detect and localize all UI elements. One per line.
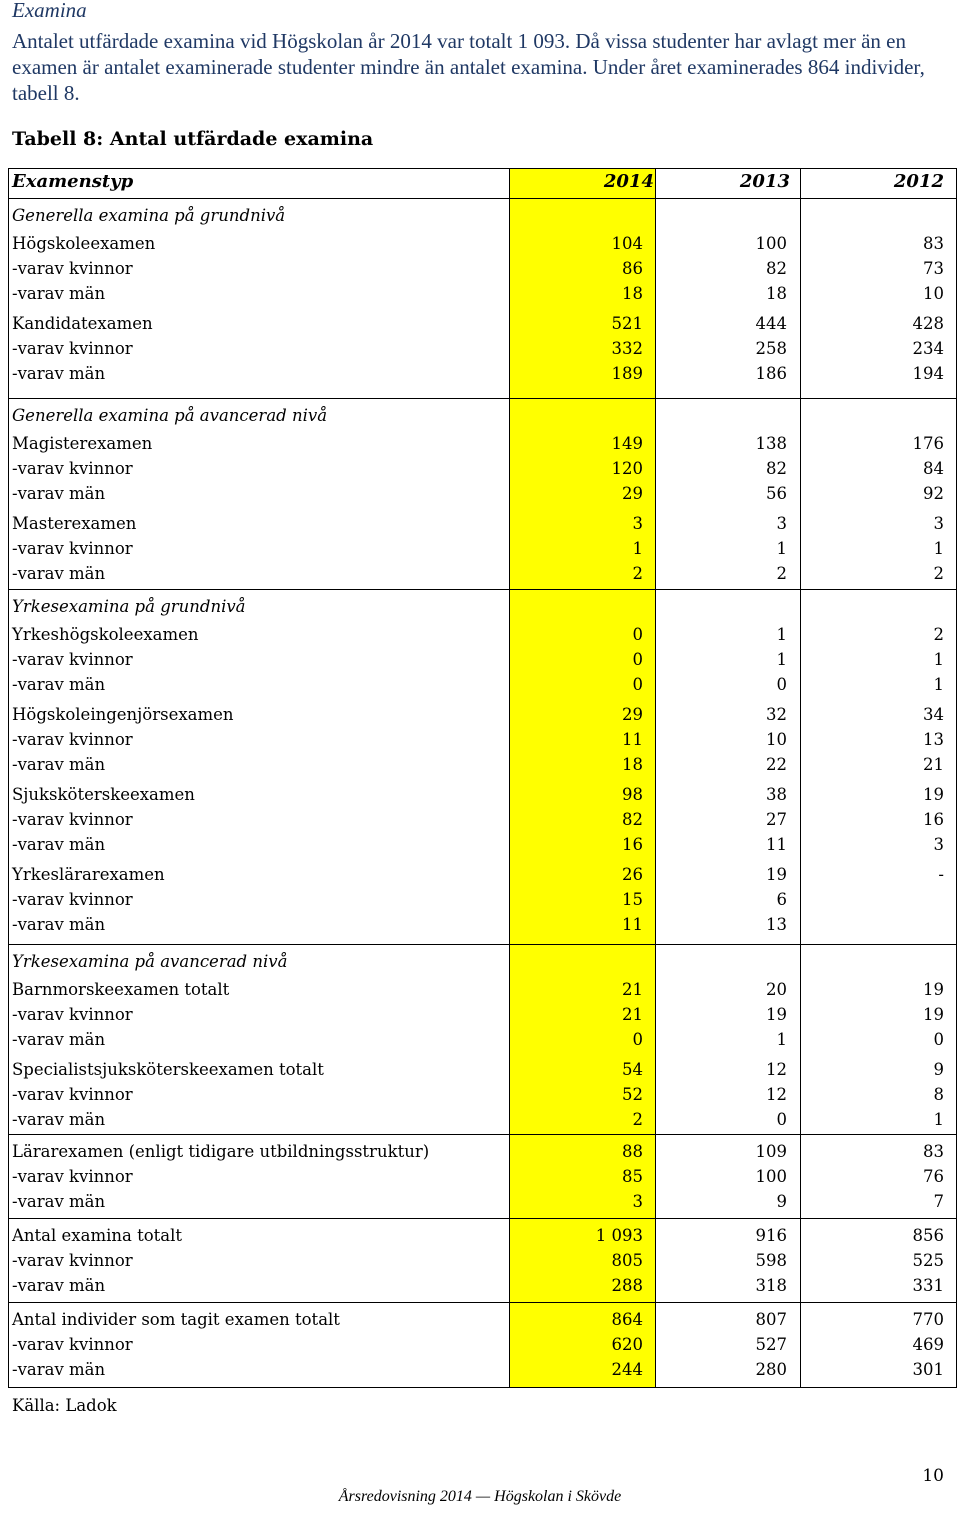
section-title: Generella examina på avancerad nivå	[12, 406, 328, 425]
value-2013: 18	[766, 284, 787, 303]
column-rule	[800, 168, 801, 1388]
exam-type-label: Högskoleexamen	[12, 234, 156, 253]
value-2012: 21	[923, 755, 944, 774]
value-2012: 7	[933, 1192, 944, 1211]
value-2014: 29	[622, 705, 643, 724]
value-2014: 620	[611, 1335, 643, 1354]
subgroup-label: -varav kvinnor	[12, 650, 133, 669]
value-2012: 19	[923, 980, 944, 999]
value-2014: 98	[622, 785, 643, 804]
value-2012: 2	[933, 625, 944, 644]
section-title: Yrkesexamina på avancerad nivå	[12, 952, 288, 971]
value-2013: 3	[776, 514, 787, 533]
column-rule	[8, 168, 9, 1388]
header-bottom-rule	[8, 198, 956, 199]
value-2013: 32	[766, 705, 787, 724]
intro-paragraph: Antalet utfärdade examina vid Högskolan år 2014 var totalt 1 093. Då vissa studenter har avlagt mer än en examen är antalet examinerade studenter mindre än antalet examina. Under året examinerades 864 individer, tabell 8.	[12, 29, 925, 105]
value-2014: 11	[622, 730, 643, 749]
subgroup-label: -varav män	[12, 675, 106, 694]
value-2012: 92	[923, 484, 944, 503]
value-2012: 3	[933, 835, 944, 854]
value-2013: 318	[755, 1276, 787, 1295]
page-footer: Årsredovisning 2014 — Högskolan i Skövde	[338, 1488, 622, 1505]
value-2012: -	[938, 865, 944, 884]
value-2012: 19	[923, 1005, 944, 1024]
value-2014: 21	[622, 980, 643, 999]
subgroup-label: -varav män	[12, 755, 106, 774]
value-2013: 38	[766, 785, 787, 804]
subgroup-label: -varav kvinnor	[12, 890, 133, 909]
section-rule	[8, 398, 956, 399]
value-2012: 1	[933, 1110, 944, 1129]
value-2012: 301	[912, 1360, 944, 1379]
exam-type-label: Yrkeshögskoleexamen	[12, 625, 199, 644]
subgroup-label: -varav kvinnor	[12, 730, 133, 749]
column-rule	[655, 168, 656, 1388]
value-2013: 280	[755, 1360, 787, 1379]
subgroup-label: -varav män	[12, 1360, 106, 1379]
value-2012: 34	[923, 705, 944, 724]
value-2013: 13	[766, 915, 787, 934]
value-2014: 244	[611, 1360, 643, 1379]
exam-type-label: Kandidatexamen	[12, 314, 153, 333]
subgroup-label: -varav kvinnor	[12, 1085, 133, 1104]
value-2012: 234	[912, 339, 944, 358]
value-2012: 770	[912, 1310, 944, 1329]
section-rule	[8, 589, 956, 590]
subgroup-label: -varav män	[12, 1110, 106, 1129]
value-2013: 598	[755, 1251, 787, 1270]
value-2012: 331	[912, 1276, 944, 1295]
header-2014: 2014	[603, 171, 654, 192]
value-2013: 11	[766, 835, 787, 854]
value-2013: 0	[776, 675, 787, 694]
section-rule	[8, 1302, 956, 1303]
value-2013: 916	[755, 1226, 787, 1245]
value-2012: 1	[933, 539, 944, 558]
subgroup-label: -varav kvinnor	[12, 1167, 133, 1186]
subgroup-label: -varav kvinnor	[12, 459, 133, 478]
value-2013: 100	[755, 1167, 787, 1186]
table-caption: Tabell 8: Antal utfärdade examina	[12, 128, 374, 150]
value-2012: 176	[912, 434, 944, 453]
value-2013: 82	[766, 259, 787, 278]
value-2014: 2	[632, 564, 643, 583]
value-2014: 16	[622, 835, 643, 854]
value-2014: 85	[622, 1167, 643, 1186]
value-2012: 19	[923, 785, 944, 804]
value-2014: 18	[622, 755, 643, 774]
value-2014: 120	[611, 459, 643, 478]
value-2013: 19	[766, 1005, 787, 1024]
value-2014: 3	[632, 514, 643, 533]
value-2013: 444	[755, 314, 787, 333]
exam-type-label: Lärarexamen (enligt tidigare utbildningsstruktur)	[12, 1142, 430, 1161]
value-2014: 0	[632, 1030, 643, 1049]
value-2014: 21	[622, 1005, 643, 1024]
value-2014: 29	[622, 484, 643, 503]
exam-type-label: Magisterexamen	[12, 434, 153, 453]
value-2014: 1 093	[595, 1226, 643, 1245]
value-2013: 1	[776, 625, 787, 644]
value-2013: 22	[766, 755, 787, 774]
value-2012: 83	[923, 234, 944, 253]
value-2014: 104	[611, 234, 643, 253]
value-2013: 1	[776, 650, 787, 669]
value-2013: 10	[766, 730, 787, 749]
subgroup-label: -varav kvinnor	[12, 259, 133, 278]
value-2013: 807	[755, 1310, 787, 1329]
value-2013: 100	[755, 234, 787, 253]
value-2014: 805	[611, 1251, 643, 1270]
subgroup-label: -varav kvinnor	[12, 1005, 133, 1024]
value-2014: 52	[622, 1085, 643, 1104]
value-2012: 525	[912, 1251, 944, 1270]
header-2013: 2013	[739, 171, 790, 192]
value-2012: 1	[933, 675, 944, 694]
exam-type-label: Masterexamen	[12, 514, 137, 533]
table-bottom-rule	[8, 1387, 956, 1388]
exam-type-label: Specialistsjuksköterskeexamen totalt	[12, 1060, 324, 1079]
value-2014: 2	[632, 1110, 643, 1129]
value-2014: 521	[611, 314, 643, 333]
value-2013: 20	[766, 980, 787, 999]
value-2012: 8	[933, 1085, 944, 1104]
value-2013: 12	[766, 1085, 787, 1104]
value-2014: 3	[632, 1192, 643, 1211]
subgroup-label: -varav kvinnor	[12, 1335, 133, 1354]
value-2013: 138	[755, 434, 787, 453]
value-2012: 9	[933, 1060, 944, 1079]
subgroup-label: -varav kvinnor	[12, 339, 133, 358]
value-2014: 86	[622, 259, 643, 278]
value-2013: 82	[766, 459, 787, 478]
value-2014: 0	[632, 650, 643, 669]
value-2013: 1	[776, 539, 787, 558]
exam-type-label: Sjuksköterskeexamen	[12, 785, 195, 804]
value-2012: 16	[923, 810, 944, 829]
value-2013: 19	[766, 865, 787, 884]
column-rule	[956, 168, 957, 1388]
value-2013: 0	[776, 1110, 787, 1129]
value-2014: 15	[622, 890, 643, 909]
subgroup-label: -varav män	[12, 364, 106, 383]
value-2013: 527	[755, 1335, 787, 1354]
section-rule	[8, 1134, 956, 1135]
value-2012: 856	[912, 1226, 944, 1245]
section-heading: Examina	[12, 0, 87, 22]
section-rule	[8, 1218, 956, 1219]
value-2014: 54	[622, 1060, 643, 1079]
section-title: Yrkesexamina på grundnivå	[12, 597, 246, 616]
value-2012: 428	[912, 314, 944, 333]
value-2013: 12	[766, 1060, 787, 1079]
value-2013: 1	[776, 1030, 787, 1049]
value-2013: 6	[776, 890, 787, 909]
subgroup-label: -varav män	[12, 484, 106, 503]
value-2013: 56	[766, 484, 787, 503]
value-2012: 0	[933, 1030, 944, 1049]
value-2014: 88	[622, 1142, 643, 1161]
page-number: 10	[922, 1466, 944, 1486]
subgroup-label: -varav män	[12, 915, 106, 934]
value-2013: 186	[755, 364, 787, 383]
subgroup-label: -varav kvinnor	[12, 810, 133, 829]
value-2014: 189	[611, 364, 643, 383]
value-2014: 288	[611, 1276, 643, 1295]
subgroup-label: -varav män	[12, 835, 106, 854]
value-2012: 84	[923, 459, 944, 478]
value-2014: 82	[622, 810, 643, 829]
section-rule	[8, 944, 956, 945]
value-2012: 13	[923, 730, 944, 749]
value-2012: 469	[912, 1335, 944, 1354]
subgroup-label: -varav kvinnor	[12, 539, 133, 558]
section-title: Generella examina på grundnivå	[12, 206, 286, 225]
value-2014: 0	[632, 625, 643, 644]
value-2012: 76	[923, 1167, 944, 1186]
exam-type-label: Antal examina totalt	[12, 1226, 183, 1245]
header-label: Examenstyp	[12, 171, 134, 192]
table-top-rule	[8, 168, 956, 169]
value-2014: 332	[611, 339, 643, 358]
value-2013: 27	[766, 810, 787, 829]
subgroup-label: -varav kvinnor	[12, 1251, 133, 1270]
value-2013: 9	[776, 1192, 787, 1211]
value-2014: 18	[622, 284, 643, 303]
value-2014: 149	[611, 434, 643, 453]
value-2013: 2	[776, 564, 787, 583]
header-2012: 2012	[893, 171, 944, 192]
source-note: Källa: Ladok	[12, 1396, 117, 1415]
exam-type-label: Barnmorskeexamen totalt	[12, 980, 230, 999]
value-2013: 109	[755, 1142, 787, 1161]
exam-type-label: Yrkeslärarexamen	[12, 865, 165, 884]
value-2012: 3	[933, 514, 944, 533]
column-rule	[509, 168, 510, 1388]
exam-type-label: Högskoleingenjörsexamen	[12, 705, 234, 724]
value-2013: 258	[755, 339, 787, 358]
exam-type-label: Antal individer som tagit examen totalt	[12, 1310, 340, 1329]
value-2012: 1	[933, 650, 944, 669]
subgroup-label: -varav män	[12, 1276, 106, 1295]
value-2012: 83	[923, 1142, 944, 1161]
value-2014: 1	[632, 539, 643, 558]
value-2014: 26	[622, 865, 643, 884]
subgroup-label: -varav män	[12, 1192, 106, 1211]
subgroup-label: -varav män	[12, 1030, 106, 1049]
subgroup-label: -varav män	[12, 564, 106, 583]
value-2012: 73	[923, 259, 944, 278]
value-2012: 2	[933, 564, 944, 583]
value-2012: 194	[912, 364, 944, 383]
value-2014: 11	[622, 915, 643, 934]
value-2014: 0	[632, 675, 643, 694]
subgroup-label: -varav män	[12, 284, 106, 303]
value-2012: 10	[923, 284, 944, 303]
value-2014: 864	[611, 1310, 643, 1329]
